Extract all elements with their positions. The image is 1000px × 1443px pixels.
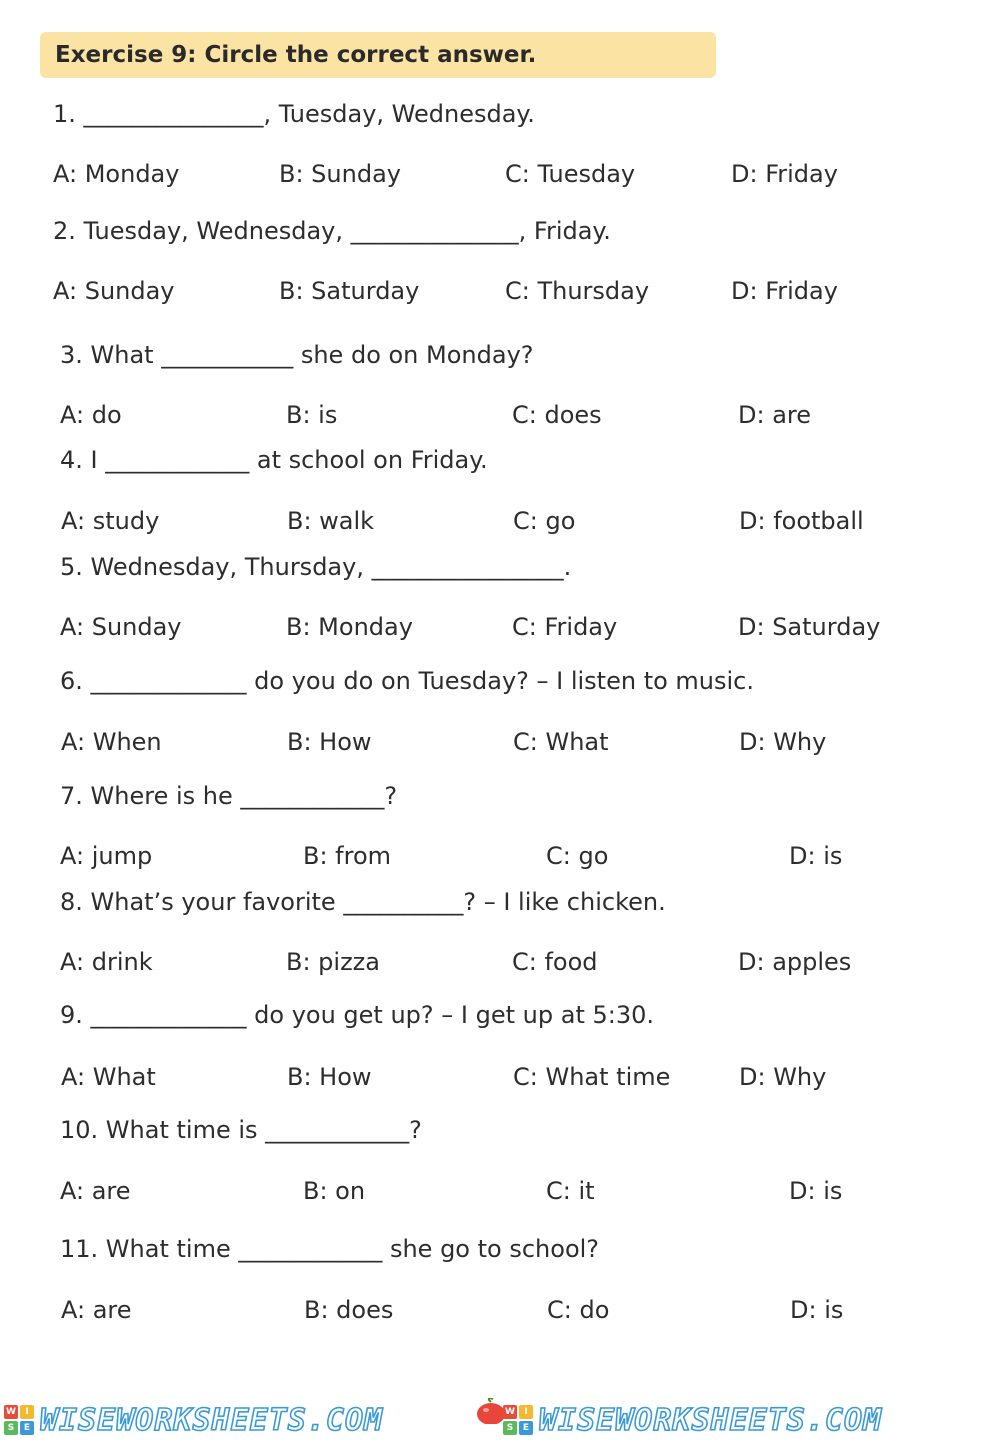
option-7a[interactable]: A: jump (60, 842, 153, 870)
option-5c[interactable]: C: Friday (512, 613, 618, 641)
option-3c[interactable]: C: does (512, 401, 602, 429)
option-7c[interactable]: C: go (546, 842, 609, 870)
option-5a[interactable]: A: Sunday (60, 613, 182, 641)
option-8c[interactable]: C: food (512, 948, 598, 976)
option-11c[interactable]: C: do (547, 1296, 610, 1324)
option-4a[interactable]: A: study (61, 507, 160, 535)
option-10b[interactable]: B: on (303, 1177, 366, 1205)
question-4: 4. I ____________ at school on Friday. (60, 446, 488, 474)
question-1: 1. _______________, Tuesday, Wednesday. (53, 100, 535, 128)
option-11d[interactable]: D: is (790, 1296, 844, 1324)
option-2c[interactable]: C: Thursday (505, 277, 650, 305)
option-1b[interactable]: B: Sunday (279, 160, 401, 188)
question-3: 3. What ___________ she do on Monday? (60, 341, 534, 369)
logo-icon: W I S E (4, 1405, 34, 1435)
option-11b[interactable]: B: does (304, 1296, 394, 1324)
question-11: 11. What time ____________ she go to school? (60, 1235, 600, 1263)
option-2a[interactable]: A: Sunday (53, 277, 175, 305)
option-9b[interactable]: B: How (287, 1063, 372, 1091)
option-5d[interactable]: D: Saturday (738, 613, 881, 641)
option-6c[interactable]: C: What (513, 728, 609, 756)
option-1d[interactable]: D: Friday (731, 160, 838, 188)
footer-watermark (0, 1398, 1000, 1443)
exercise-title: Exercise 9: Circle the correct answer. (55, 42, 537, 68)
question-9: 9. _____________ do you get up? – I get up at 5:30. (60, 1001, 654, 1029)
option-6b[interactable]: B: How (287, 728, 372, 756)
question-7: 7. Where is he ____________? (60, 782, 398, 810)
option-6a[interactable]: A: When (61, 728, 162, 756)
option-8d[interactable]: D: apples (738, 948, 852, 976)
option-10c[interactable]: C: it (546, 1177, 595, 1205)
brand-left[interactable] (4, 1402, 383, 1438)
option-1c[interactable]: C: Tuesday (505, 160, 636, 188)
option-7d[interactable]: D: is (789, 842, 843, 870)
option-5b[interactable]: B: Monday (286, 613, 413, 641)
logo-icon: W I S E (503, 1405, 533, 1435)
option-6d[interactable]: D: Why (739, 728, 827, 756)
option-8a[interactable]: A: drink (60, 948, 153, 976)
question-10: 10. What time is ____________? (60, 1116, 422, 1144)
option-10d[interactable]: D: is (789, 1177, 843, 1205)
exercise-header (40, 32, 716, 78)
option-4b[interactable]: B: walk (287, 507, 375, 535)
option-11a[interactable]: A: are (61, 1296, 132, 1324)
option-2b[interactable]: B: Saturday (279, 277, 420, 305)
option-9a[interactable]: A: What (61, 1063, 156, 1091)
question-2: 2. Tuesday, Wednesday, ______________, Friday. (53, 217, 611, 245)
option-4c[interactable]: C: go (513, 507, 576, 535)
option-4d[interactable]: D: football (739, 507, 864, 535)
option-2d[interactable]: D: Friday (731, 277, 838, 305)
brand-text-left: WISEWORKSHEETS.COM (40, 1402, 384, 1438)
option-1a[interactable]: A: Monday (53, 160, 180, 188)
question-5: 5. Wednesday, Thursday, ________________. (60, 553, 572, 581)
option-10a[interactable]: A: are (60, 1177, 131, 1205)
option-7b[interactable]: B: from (303, 842, 392, 870)
option-3b[interactable]: B: is (286, 401, 338, 429)
question-6: 6. _____________ do you do on Tuesday? – I listen to music. (60, 667, 755, 695)
option-9d[interactable]: D: Why (739, 1063, 827, 1091)
option-8b[interactable]: B: pizza (286, 948, 380, 976)
option-3a[interactable]: A: do (60, 401, 122, 429)
option-3d[interactable]: D: are (738, 401, 812, 429)
brand-text-right: WISEWORKSHEETS.COM (539, 1402, 883, 1438)
option-9c[interactable]: C: What time (513, 1063, 671, 1091)
question-8: 8. What’s your favorite __________? – I like chicken. (60, 888, 666, 916)
brand-right[interactable] (503, 1402, 882, 1438)
